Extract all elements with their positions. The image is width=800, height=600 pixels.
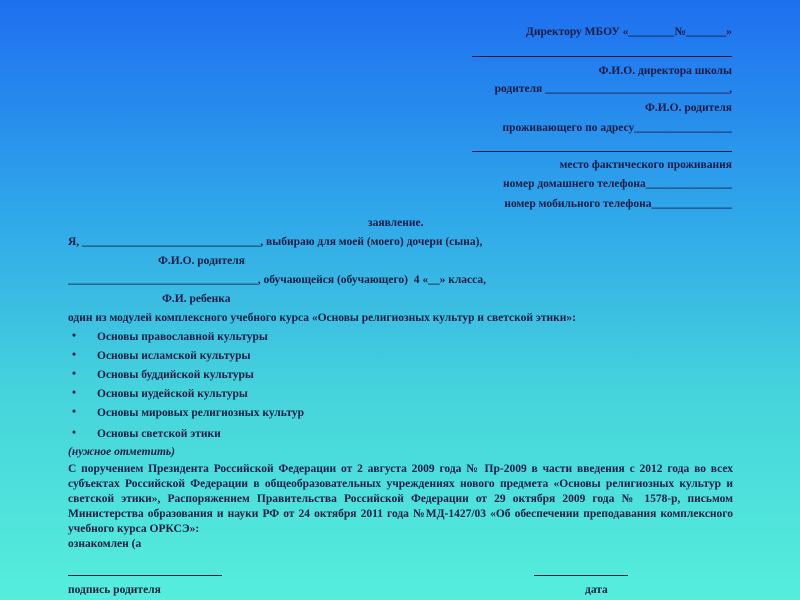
- address-underline: [472, 151, 732, 152]
- statement-line-1: Я, _______________________________, выбираю для моей (моего) дочери (сына),: [68, 236, 483, 248]
- parent-name-caption: Ф.И.О. родителя: [158, 255, 245, 267]
- parent-line: родителя ________________________________,: [494, 83, 732, 95]
- parent-name-label: Ф.И.О. родителя: [645, 102, 732, 114]
- list-item: Основы мировых религиозных культур: [97, 407, 305, 419]
- list-item: Основы светской этики: [97, 428, 221, 440]
- acknowledgement-paragraph: [68, 462, 733, 552]
- statement-title: заявление.: [368, 217, 424, 229]
- child-name-caption: Ф.И. ребенка: [162, 293, 231, 305]
- note-mark-needed: (нужное отметить): [68, 446, 175, 458]
- signature-label: подпись родителя: [68, 584, 161, 596]
- director-name-label: Ф.И.О. директора школы: [598, 65, 732, 77]
- bullet-icon: •: [72, 368, 77, 380]
- list-item: Основы иудейской культуры: [97, 388, 248, 400]
- bullet-icon: •: [72, 349, 77, 361]
- bullet-icon: •: [72, 330, 77, 342]
- statement-line-2: _________________________________, обучающейся (обучающего) 4 «__» класса,: [68, 274, 487, 286]
- addressee-line: Директору МБОУ «________№_______»: [525, 26, 732, 38]
- list-item: Основы исламской культуры: [97, 350, 251, 362]
- bullet-icon: •: [72, 406, 77, 418]
- list-item: Основы буддийской культуры: [97, 369, 254, 381]
- residence-label: место фактического проживания: [559, 159, 732, 171]
- address-line: проживающего по адресу_________________: [502, 122, 732, 134]
- date-label: дата: [585, 584, 608, 596]
- signature-underline: [68, 575, 222, 576]
- director-name-underline: [472, 56, 732, 57]
- acknowledgement-text: С поручением Президента Российской Федерации от 2 августа 2009 года № Пр-2009 в части введения с 2012 года во всех субъектах Российской Федерации в общеобразовательных учреждениях нового предмета «Основы религиозных культур и светской этики», Распоряжением Правительства Российской Федерации от 29 октября 2009 года № 1578-р, письмом Министерства образования и науки РФ от 24 октября 2011 года №МД-1427/03 «Об обеспечении преподавания комплексного учебного курса ОРКСЭ»:: [68, 463, 733, 535]
- bullet-icon: •: [72, 427, 77, 439]
- list-item: Основы православной культуры: [97, 331, 268, 343]
- home-phone-line: номер домашнего телефона_______________: [502, 178, 732, 190]
- acknowledged-line: ознакомлен (а: [68, 538, 142, 550]
- mobile-phone-line: номер мобильного телефона______________: [504, 198, 732, 210]
- statement-line-3: один из модулей комплексного учебного курса «Основы религиозных культур и светской этики»:: [68, 312, 576, 324]
- bullet-icon: •: [72, 387, 77, 399]
- date-underline: [534, 575, 628, 576]
